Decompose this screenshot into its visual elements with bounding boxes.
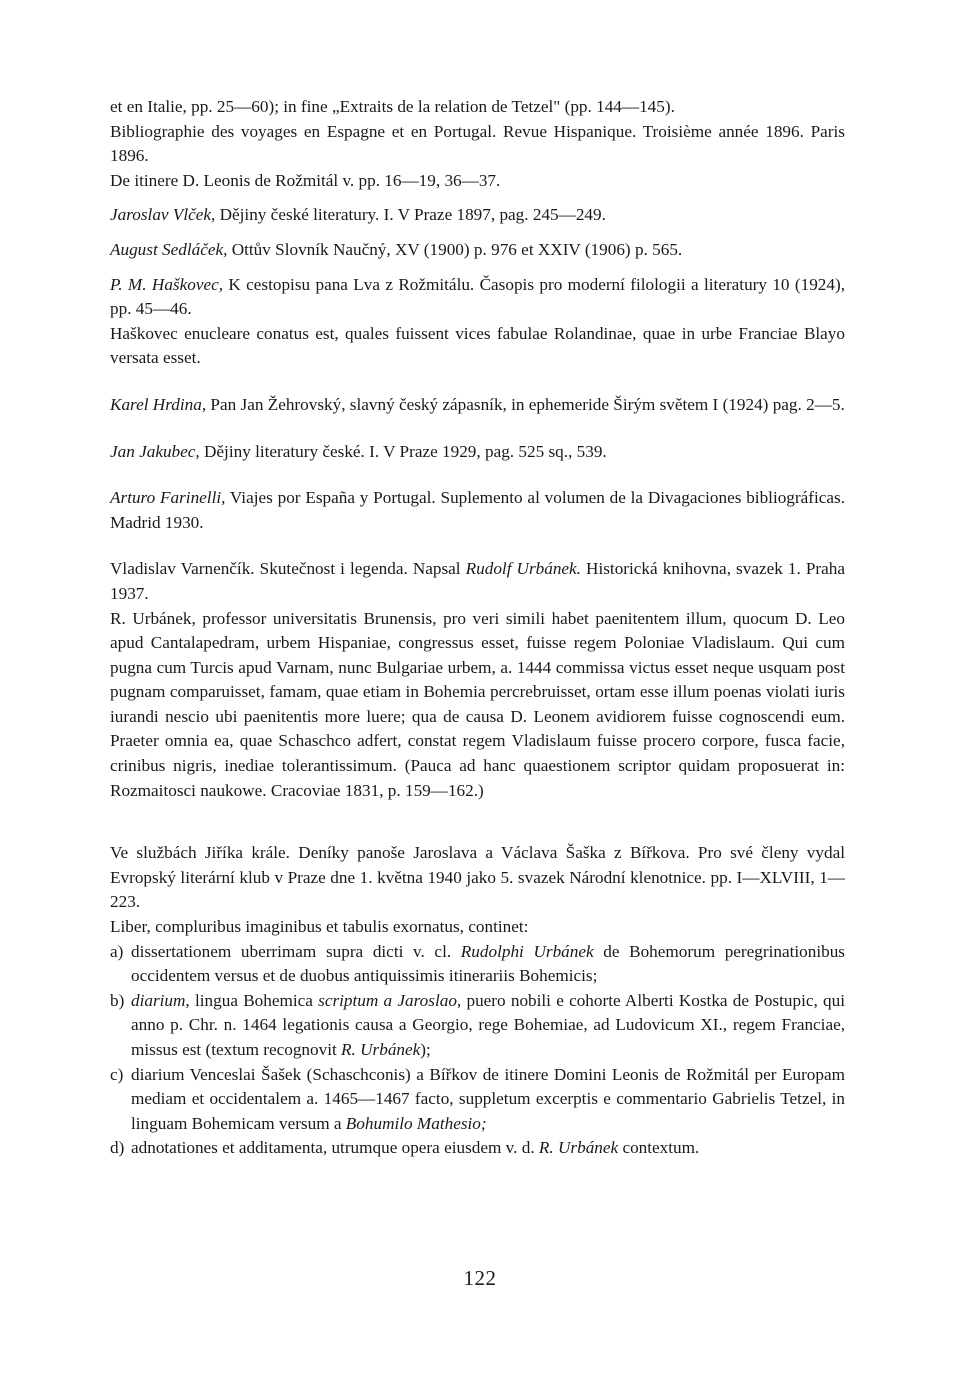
list-marker: b) xyxy=(110,990,125,1010)
liber-intro: Liber, compluribus imaginibus et tabulis exornatus, continet: xyxy=(110,917,529,937)
reference-ve-sluzbach: Ve službách Jiříka krále. Deníky panoše Jaroslava a Václava Šaška z Bířkova. Pro své členy vydal Evropský literární klub v Praze dne 1. května 1940 jako 5. svazek Národní klenotnice. pp. I—XLVIII, 1—223. xyxy=(110,843,845,912)
reference-text: Pan Jan Žehrovský, slavný český zápasník, in ephemeride Širým světem I (1924) pag. 2—5. xyxy=(206,394,845,414)
reference-text: Vladislav Varnenčík. Skutečnost i legenda. Napsal xyxy=(110,559,466,579)
reference-text: Historická knihovna, svazek 1. Praha 1937. xyxy=(110,559,845,603)
list-item-text: dissertationem uberrimam supra dicti v. cl. Rudolphi Urbánek de Bohemorum peregrinationibus occidentem versus et de duobus antiquissimis itinerariis Bohemicis; xyxy=(131,941,845,986)
emphasis-text: scriptum a Jaroslao, xyxy=(318,990,462,1010)
note-haskovec: Haškovec enucleare conatus est, quales fuissent vices fabulae Rolandinae, quae in urbe Franciae Blayo versata esset. xyxy=(110,323,845,368)
author-name: Bohumilo Mathesio; xyxy=(345,1113,487,1133)
reference-varnencik xyxy=(110,557,845,606)
reference-text: Viajes por España y Portugal. Suplemento al volumen de la Divagaciones bibliográficas. Madrid 1930. xyxy=(110,488,845,532)
author-name: Rudolf Urbánek. xyxy=(465,559,581,579)
paragraph-de-itinere: De itinere D. Leonis de Rožmitál v. pp. 16—19, 36—37. xyxy=(110,170,501,190)
list-marker: a) xyxy=(110,941,124,961)
author-name: R. Urbánek xyxy=(341,1040,421,1059)
emphasis-text: diarium, xyxy=(131,990,190,1010)
reference-text: Ottův Slovník Naučný, XV (1900) p. 976 et XXIV (1906) p. 565. xyxy=(227,239,683,259)
page-body xyxy=(110,95,845,1161)
author-initials: P. M. xyxy=(110,274,147,294)
author-name: Jan Jakubec, xyxy=(110,441,200,461)
list-item xyxy=(110,940,845,989)
author-name: Karel Hrdina, xyxy=(110,394,207,414)
paragraph-extraits: et en Italie, pp. 25—60); in fine „Extraits de la relation de Tetzel" (pp. 144—145). xyxy=(110,97,675,116)
list-marker: d) xyxy=(110,1138,125,1158)
reference-hrdina xyxy=(110,393,845,418)
page-number: 122 xyxy=(463,1266,497,1290)
reference-sedlacek xyxy=(110,238,845,263)
reference-text: Dějiny literatury české. I. V Praze 1929, pag. 525 sq., 539. xyxy=(199,441,607,461)
reference-text: K cestopisu pana Lva z Rožmitálu. Časopis pro moderní filologii a literatury 10 (1924), pp. 45—46. xyxy=(110,274,845,319)
list-item xyxy=(110,989,845,1063)
reference-farinelli xyxy=(110,486,845,535)
reference-text: Dějiny české literatury. I. V Praze 1897, pag. 245—249. xyxy=(215,205,606,225)
note-urbanek: R. Urbánek, professor universitatis Brunensis, pro veri simili habet paenitentem illum, quocum D. Leo apud Cantalapedram, urbem Hispaniae, congressus esset, fuisse regem Poloniae Vladislaum. Qui cum pugna cum Turcis apud Varnam, nunc Bulgariae urbem, a. 1444 commissa victus esset neque usquam post pugnam comparuisset, famam, quae etiam in Bohemia percrebruisset, ortam esse illum poenas violati iuris iurandi nescio ubi paenitentis more luere; qua de causa D. Leonem avidiorem fuisse cognoscendi eum. Praeter omnia ea, quae Schaschco adfert, constat regem Vladislaum fuisse procero corpore, fusca facie, crinibus nigris, inediae tolerantissimum. (Pauca ad hanc quaestionem scriptor quidam proposuerat in: Rozmaitosci naukowe. Cracoviae 1831, p. 159—162.) xyxy=(110,608,845,800)
reference-haskovec xyxy=(110,273,845,322)
author-name: August Sedláček, xyxy=(110,239,228,259)
reference-vlcek xyxy=(110,203,845,228)
list-marker: c) xyxy=(110,1064,124,1084)
author-name: Arturo Farinelli, xyxy=(110,488,226,508)
author-name: Jaroslav Vlček, xyxy=(110,205,216,225)
list-item xyxy=(110,1136,845,1161)
reference-jakubec xyxy=(110,440,845,465)
list-item-text: diarium, lingua Bohemica scriptum a Jaroslao, puero nobili e cohorte Alberti Kostka de Postupic, qui anno p. Chr. n. 1464 legationis causa a Georgio, rege Bohemiae, ad Ludovicum XI., regem Franciae, missus est (textum recognovit R. Urbánek); xyxy=(131,990,845,1059)
paragraph-bibliographie: Bibliographie des voyages en Espagne et en Portugal. Revue Hispanique. Troisième année 1896. Paris 1896. xyxy=(110,121,845,166)
author-name: Rudolphi Urbánek xyxy=(460,941,594,961)
list-item-text: adnotationes et additamenta, utrumque opera eiusdem v. d. R. Urbánek contextum. xyxy=(131,1138,700,1158)
author-name: Haškovec, xyxy=(146,274,224,294)
list-item-text: diarium Venceslai Šašek (Schaschconis) a Bířkov de itinere Domini Leonis de Rožmitál per Europam mediam et occidentalem a. 1465—1467 facto, suppletum excerptis e commentario Gabrielis Tetzel, in linguam Bohemicam versum a Bohumilo Mathesio; xyxy=(131,1064,845,1133)
list-item xyxy=(110,1063,845,1137)
author-name: R. Urbánek xyxy=(538,1138,619,1158)
